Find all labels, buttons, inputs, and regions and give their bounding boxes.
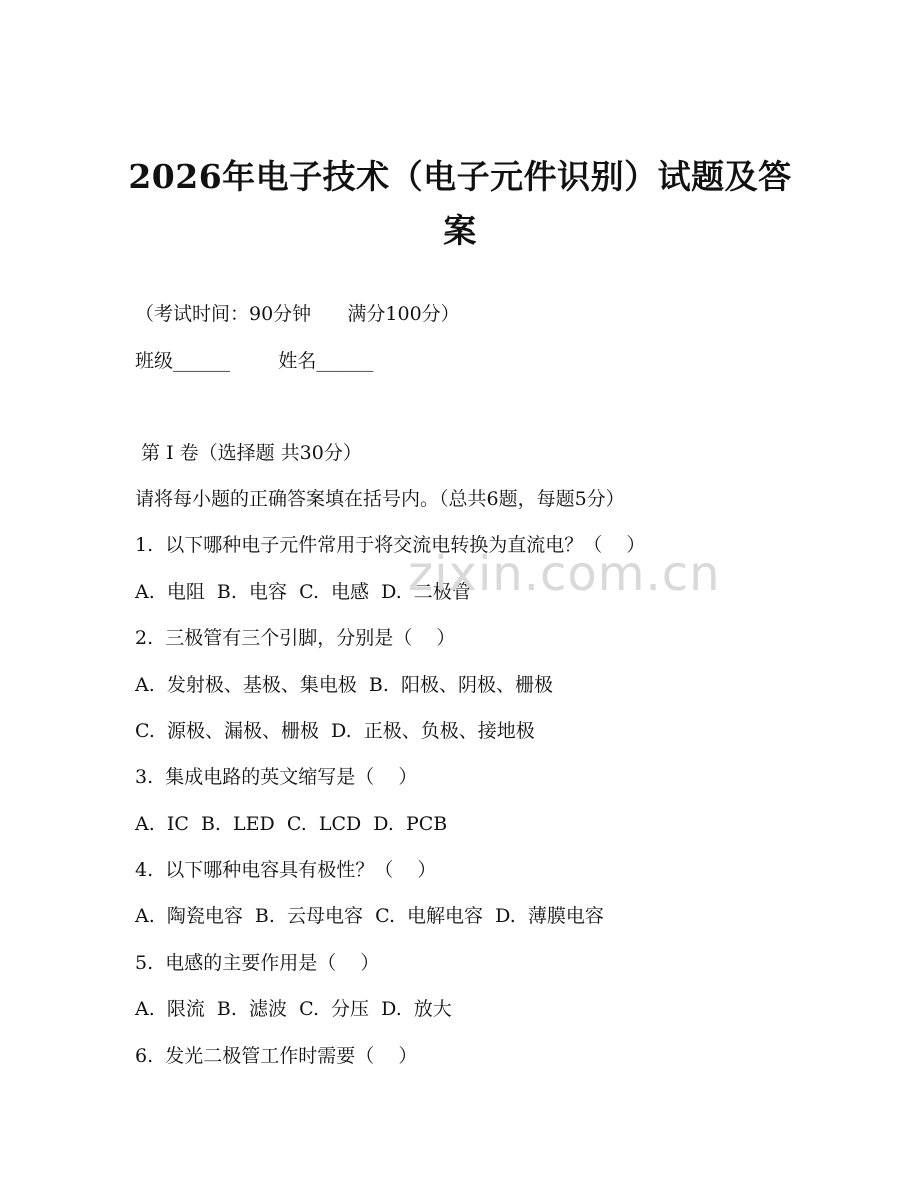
- watermark: zixin.com.cn: [408, 546, 721, 602]
- question-2-options-2: C. 源极、漏极、栅极 D. 正极、负极、接地极: [135, 720, 535, 742]
- question-1-stem: 1. 以下哪种电子元件常用于将交流电转换为直流电？（ ）: [135, 534, 646, 556]
- title-line-2: 案: [443, 211, 477, 250]
- exam-info: （考试时间：90分钟 满分100分）: [135, 303, 460, 325]
- question-3-stem: 3. 集成电路的英文缩写是（ ）: [135, 766, 418, 788]
- question-2-stem: 2. 三极管有三个引脚，分别是（ ）: [135, 627, 456, 649]
- question-3-options: A. IC B. LED C. LCD D. PCB: [135, 813, 448, 835]
- page-title: [100, 150, 820, 258]
- question-6-stem: 6. 发光二极管工作时需要（ ）: [135, 1045, 418, 1067]
- section-heading: 第 I 卷（选择题 共30分）: [135, 442, 362, 464]
- class-name-fields: 班级______ 姓名______: [135, 350, 374, 372]
- question-5-stem: 5. 电感的主要作用是（ ）: [135, 952, 380, 974]
- question-5-options: A. 限流 B. 滤波 C. 分压 D. 放大: [135, 998, 452, 1020]
- question-1-options: A. 电阻 B. 电容 C. 电感 D. 二极管: [135, 581, 471, 603]
- question-4-options: A. 陶瓷电容 B. 云母电容 C. 电解电容 D. 薄膜电容: [135, 905, 604, 927]
- question-2-options-1: A. 发射极、基极、集电极 B. 阳极、阴极、栅极: [135, 674, 554, 696]
- question-4-stem: 4. 以下哪种电容具有极性？（ ）: [135, 859, 437, 881]
- instructions: 请将每小题的正确答案填在括号内。（总共6题，每题5分）: [135, 488, 625, 510]
- title-line-1: 2026年电子技术（电子元件识别）试题及答: [128, 157, 792, 196]
